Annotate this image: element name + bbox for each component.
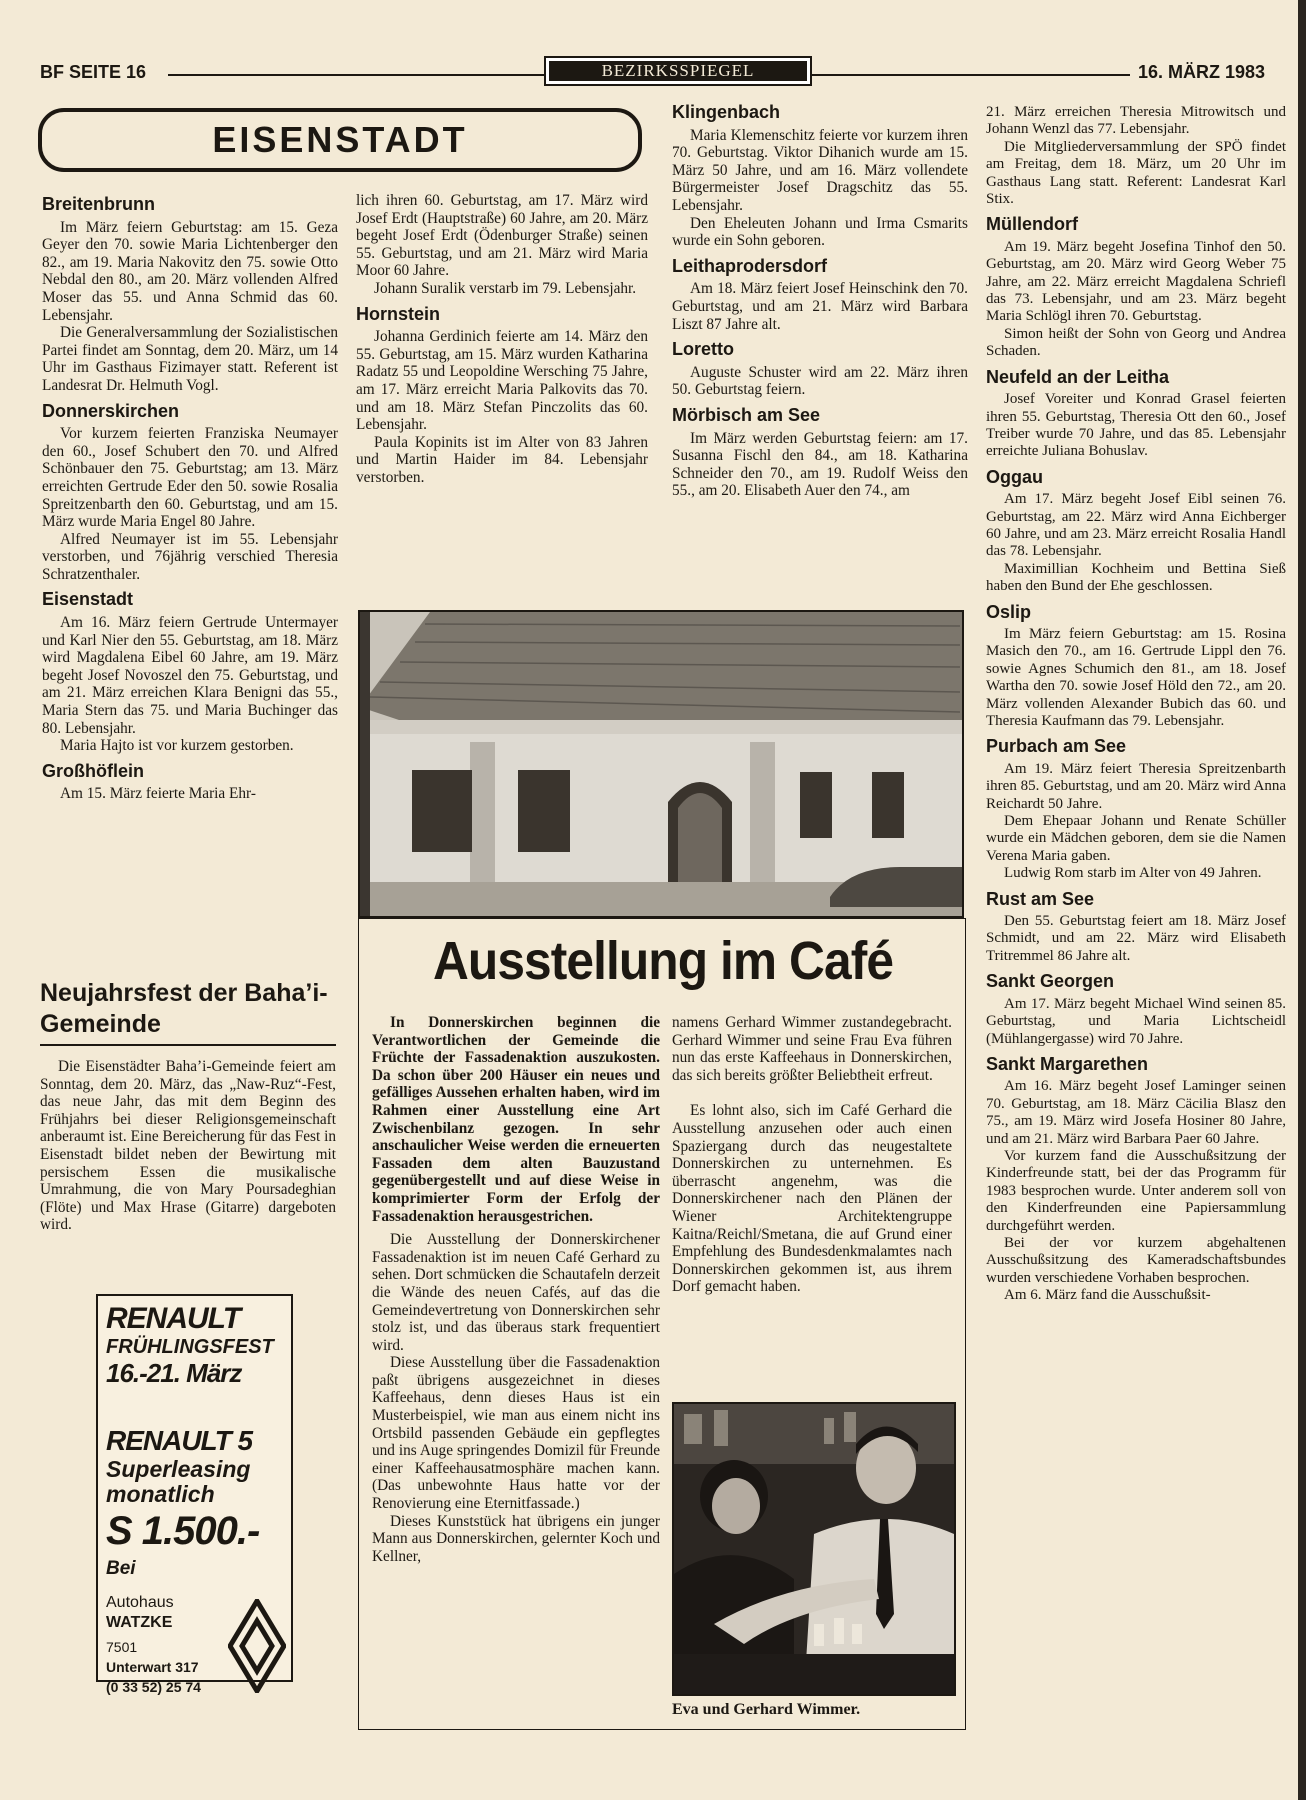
ad-model: RENAULT 5	[106, 1425, 253, 1456]
photo-caption: Eva und Gerhard Wimmer.	[672, 1701, 861, 1718]
heading-oggau: Oggau	[986, 466, 1043, 487]
house-photo	[358, 610, 964, 918]
ad-zip: 7501	[106, 1639, 138, 1655]
text-hornstein-1: Johanna Gerdinich feierte am 14. März den 55. Geburtstag, am 15. März wurden Katharina Radatz 55 und Leopoldine Wersching 75 Jahre, am 17. März erreicht Maria Palkovits das 70. und am 18. März Stefan Pinczolits das 60. Lebensjahr.	[356, 328, 648, 434]
ad-price: S 1.500.-	[106, 1509, 260, 1553]
heading-eisenstadt: Eisenstadt	[42, 589, 134, 610]
column-4	[986, 104, 1286, 1305]
masthead-rule-left	[168, 74, 544, 76]
text-suralik: Johann Suralik verstarb im 79. Lebensjahr.	[374, 279, 637, 297]
heading-donnerskirchen: Donnerskirchen	[42, 400, 180, 421]
column-1	[42, 196, 338, 803]
ad-dealer-2: WATZKE	[106, 1614, 173, 1631]
ad-dates: 16.-21. März	[106, 1358, 242, 1388]
text-rust: Den 55. Geburtstag feiert am 18. März Josef Schmidt, und am 22. März wird Elisabeth Tritremmel 86 Jahre alt.	[986, 913, 1286, 964]
heading-hornstein: Hornstein	[356, 303, 441, 324]
ad-offer-1: Superleasing	[106, 1456, 251, 1482]
text-oslip: Im März feiern Geburtstag: am 15. Rosina Masich den 70., am 16. Gertrude Lippl den 76. sowie Agnes Schumich den 81., am 18. Josef Wartha den 70. sowie Josef Höld den 72., am 20. März vollenden Alexander Bubich das 60. und Theresia Kaufmann das 79. Lebensjahr.	[986, 625, 1286, 729]
cafe-text-1: Die Ausstellung der Donnerskirchener Fassadenaktion ist im neuen Café Gerhard zu sehen. Dort schmücken die Schautafeln derzeit die Wände des neuen Cafés, auf das die Gemeindevertretung von Donnerskirchen sehr stolz ist, und das überaus stark frequentiert wird.	[372, 1231, 660, 1354]
text-spoe-meeting: Die Mitgliederversammlung der SPÖ findet am Freitag, dem 18. März, um 20 Uhr im Gasthaus Lang statt. Referent: Landesrat Karl Stix.	[986, 138, 1286, 208]
text-grosshoeflein: Am 15. März feierte Maria Ehr-	[60, 785, 256, 803]
text-purbach-3: Ludwig Rom starb im Alter von 49 Jahren.	[1004, 865, 1262, 882]
text-eisenstadt-1: Am 16. März feiern Gertrude Untermayer und Karl Nier den 55. Geburtstag, am 18. März wird Magdalena Eibel 60 Jahre, am 19. März begeht Josef Novoszel den 75. Geburtstag, und am 21. März erreichen Klara Benigni das 55., Maria Stern das 75. und Maria Buchinger das 80. Lebensjahr.	[42, 614, 338, 737]
text-klingenbach-2: Den Eheleuten Johann und Irma Csmarits wurde ein Sohn geboren.	[672, 214, 968, 250]
heading-oslip: Oslip	[986, 601, 1032, 622]
page-number: BF SEITE 16	[40, 62, 147, 82]
text-muellendorf-1: Am 19. März begeht Josefina Tinhof den 50. Geburtstag, am 20. März wird Georg Weber 75 Jahre, am 22. März erreicht Magdalena Schriefl das 73. Lebensjahr, und am 23. März begeht Maria Schlögl ihren 70. Geburtstag.	[986, 238, 1286, 325]
text-moerbisch: Im März werden Geburtstag feiern: am 17. Susanna Fischl den 84., am 18. Katharina Schneider den 70., am 19. Rudolf Weiss den 55., am 20. Elisabeth Auer den 74., am	[672, 429, 968, 500]
baha-headline: Neujahrsfest der Baha’i-Gemeinde	[40, 978, 336, 1046]
text-margarethen-4: Am 6. März fand die Ausschußsit-	[1004, 1287, 1211, 1304]
baha-text: Die Eisenstädter Baha’i-Gemeinde feiert am Sonntag, dem 20. März, das „Naw-Ruz“-Fest, das neue Jahr, das mit dem Beginn des Frühjahrs bei dieser Religionsgemeinschaft anberaumt ist. Eine Bereicherung für das Fest in Eisenstadt bildet neben der Bewirtung mit persischem Essen die musikalische Umrahmung, die von Mary Poursadeghian (Flöte) und Max Hrase (Gitarre) dargeboten wird.	[40, 1058, 336, 1234]
heading-loretto: Loretto	[672, 339, 734, 360]
text-margarethen-1: Am 16. März begeht Josef Laminger seinen 70. Geburtstag, am 18. März Cäcilia Blasz den 75., am 19. März wird Josefa Hosiner 80 Jahre, und am 21. März wird Barbara Paer 60 Jahre.	[986, 1078, 1286, 1147]
ad-bei: Bei	[106, 1558, 136, 1579]
cafe-column-1	[372, 1014, 660, 1565]
text-breitenbrunn-2: Die Generalversammlung der Sozialistischen Partei findet am Sonntag, dem 20. März, um 14 Uhr im Gasthaus Fizimayer statt. Referent ist Landesrat Dr. Helmuth Vogl.	[42, 324, 338, 394]
section-label: BEZIRKSSPIEGEL	[549, 61, 807, 81]
ad-dealer-1: Autohaus	[106, 1594, 174, 1611]
text-eisenstadt-2: Maria Hajto ist vor kurzem gestorben.	[60, 737, 294, 755]
text-breitenbrunn-1: Im März feiern Geburtstag: am 15. Geza Geyer den 70. sowie Maria Lichtenberger den 82., am 19. Maria Nakovitz den 75. sowie Otto Nebdal den 80., am 20. März vollenden Alfred Moser das 55. und Anna Schmid das 60. Lebensjahr.	[42, 218, 338, 324]
heading-muellendorf: Müllendorf	[986, 214, 1078, 235]
cafe-text-5: Es lohnt also, sich im Café Gerhard die Ausstellung anzusehen oder auch einen Spaziergang durch das neugestaltete Donnerskirchen zu unternehmen. Es überrascht angenehm, was die Donnerskirchener nach den Plänen der Wiener Architektengruppe Kaitna/Reichl/Smetana, die auf Grund einer Empfehlung des Bundesdenkmalamtes nach Donnerskirchen gekommen ist, aus ihrem Dorf gemacht haben.	[672, 1102, 952, 1296]
heading-grosshoeflein: Großhöflein	[42, 760, 144, 781]
section-title: EISENSTADT	[212, 119, 468, 160]
cafe-column-2	[672, 1014, 952, 1296]
ad-event: FRÜHLINGSFEST	[106, 1336, 274, 1358]
column-3	[672, 104, 968, 500]
heading-klingenbach: Klingenbach	[672, 102, 781, 122]
house-photo-image	[360, 612, 962, 916]
renault-ad	[96, 1294, 293, 1695]
page-edge	[1298, 0, 1306, 1800]
wimmer-photo	[672, 1402, 956, 1696]
heading-margarethen: Sankt Margarethen	[986, 1053, 1149, 1074]
heading-rust: Rust am See	[986, 888, 1095, 909]
heading-neufeld: Neufeld an der Leitha	[986, 366, 1170, 387]
text-moerbisch-cont: 21. März erreichen Theresia Mitrowitsch und Johann Wenzl das 77. Lebensjahr.	[986, 104, 1286, 138]
ad-offer-2: monatlich	[106, 1481, 215, 1507]
cafe-lead: In Donnerskirchen beginnen die Verantwortlichen der Gemeinde die Früchte der Fassadenaktion auszukosten. Da schon über 200 Häuser ein neues und gefälliges Aussehen erhalten haben, wird im Rahmen einer Ausstellung eine Art Zwischenbilanz gezogen. In sehr anschaulicher Weise werden die erneuerten Fassaden dem alten Bauzustand gegenübergestellt und auf diese Weise in komprimierter Form der Erfolg der Fassadenaktion herausgestrichen.	[372, 1014, 660, 1225]
text-donnerskirchen-1: Vor kurzem feierten Franziska Neumayer den 60., Josef Schubert den 70. und Alfred Schönbauer den 75. Geburtstag; am 13. März erreichten Gertrude Eder den 50. sowie Rosalia Spreitzenbarth den 60. Geburtstag, und am 15. März wurde Maria Engel 80 Jahre.	[42, 425, 338, 531]
text-leithaprodersdorf: Am 18. März feiert Josef Heinschink den 70. Geburtstag, und am 21. März wird Barbara Liszt 87 Jahre alt.	[672, 280, 968, 333]
ad-phone: (0 33 52) 25 74	[106, 1679, 201, 1695]
cafe-text-2: Diese Ausstellung über die Fassadenaktion paßt übrigens ausgezeichnet in dieses Kaffeehaus, denn dieses Haus ist ein Musterbeispiel, wie man aus einem nicht ins Ortsbild passenden Gebäude ein gepflegtes und ins Auge springendes Domizil für Freunde einer Kaffeehausatmosphäre machen kann. (Das unbewohnte Haus hatte vor der Renovierung eine Eternitfassade.)	[372, 1354, 660, 1513]
text-margarethen-3: Bei der vor kurzem abgehaltenen Ausschußsitzung des Kameradschaftsbundes wurden verschiedene Vorhaben besprochen.	[986, 1234, 1286, 1286]
heading-purbach: Purbach am See	[986, 736, 1127, 757]
text-margarethen-2: Vor kurzem fand die Ausschußsitzung der Kinderfreunde statt, bei der das Programm für 1983 besprochen wurde. Unter anderem soll von den Kinderfreunden eine Papiersammlung durchgeführt werden.	[986, 1147, 1286, 1234]
masthead-rule-right	[812, 74, 1130, 76]
heading-leithaprodersdorf: Leithaprodersdorf	[672, 255, 828, 276]
text-georgen: Am 17. März begeht Michael Wind seinen 85. Geburtstag, und Maria Lichtscheidl (Mühlangergasse) wird 70 Jahre.	[986, 995, 1286, 1047]
text-klingenbach-1: Maria Klemenschitz feierte vor kurzem ihren 70. Geburtstag. Viktor Dihanich wurde am 15. März 50 Jahre, und am 16. März vollendete Bürgermeister Josef Dragschitz das 55. Lebensjahr.	[672, 126, 968, 214]
cafe-headline: Ausstellung im Café	[432, 931, 894, 991]
ad-town: Unterwart 317	[106, 1659, 199, 1675]
text-oggau-2: Maximillian Kochheim und Bettina Sieß haben den Bund der Ehe geschlossen.	[986, 560, 1286, 595]
renault-logo-icon	[228, 1599, 286, 1693]
text-grosshoeflein-cont: lich ihren 60. Geburtstag, am 17. März wird Josef Erdt (Hauptstraße) 60 Jahre, am 20. März begeht Josef Erdt (Ödenburger Straße) seinen 55. Geburtstag, und am 21. März wird Maria Moor 60 Jahre.	[356, 192, 648, 280]
heading-georgen: Sankt Georgen	[986, 971, 1115, 992]
text-donnerskirchen-2: Alfred Neumayer ist im 55. Lebensjahr verstorben, und 76jährig verschied Theresia Schratzenthaler.	[42, 530, 338, 583]
text-neufeld: Josef Voreiter und Konrad Grasel feierten ihren 55. Geburtstag, Theresia Ott den 60., Josef Treiber wurde 70 Jahre, und das 85. Lebensjahr erreichte Juliana Bohuslav.	[986, 391, 1286, 460]
issue-date: 16. MÄRZ 1983	[1138, 62, 1266, 82]
baha-article	[40, 1058, 336, 1234]
ad-brand: RENAULT	[106, 1302, 241, 1335]
masthead-box	[544, 56, 812, 86]
cafe-text-3: Dieses Kunststück hat übrigens ein junger Mann aus Donnerskirchen, gelernter Koch und Kellner,	[372, 1512, 660, 1565]
heading-moerbisch: Mörbisch am See	[672, 404, 821, 425]
text-purbach-1: Am 19. März feiert Theresia Spreitzenbarth ihren 85. Geburtstag, und am 20. März wird Anna Reichardt 50 Jahre.	[986, 760, 1286, 812]
text-hornstein-2: Paula Kopinits ist im Alter von 83 Jahren und Martin Haider im 84. Lebensjahr verstorben.	[356, 433, 648, 486]
wimmer-photo-image	[674, 1404, 954, 1694]
text-purbach-2: Dem Ehepaar Johann und Renate Schüller wurde ein Mädchen geboren, dem sie die Namen Verena Maria gaben.	[986, 813, 1286, 864]
text-loretto: Auguste Schuster wird am 22. März ihren 50. Geburtstag feiern.	[672, 363, 968, 399]
text-muellendorf-2: Simon heißt der Sohn von Georg und Andrea Schaden.	[986, 325, 1286, 360]
column-2	[356, 192, 648, 487]
cafe-text-4: namens Gerhard Wimmer zustandegebracht. Gerhard Wimmer und seine Frau Eva führen nun das erste Kaffeehaus in Donnerskirchen, das sich bereits größter Beliebtheit erfreut.	[672, 1014, 952, 1084]
text-oggau-1: Am 17. März begeht Josef Eibl seinen 76. Geburtstag, am 22. März wird Anna Eichberger 60 Jahre, und am 23. März erreicht Rosalia Handl das 78. Lebensjahr.	[986, 491, 1286, 560]
heading-breitenbrunn: Breitenbrunn	[42, 194, 156, 214]
section-banner	[38, 108, 642, 172]
